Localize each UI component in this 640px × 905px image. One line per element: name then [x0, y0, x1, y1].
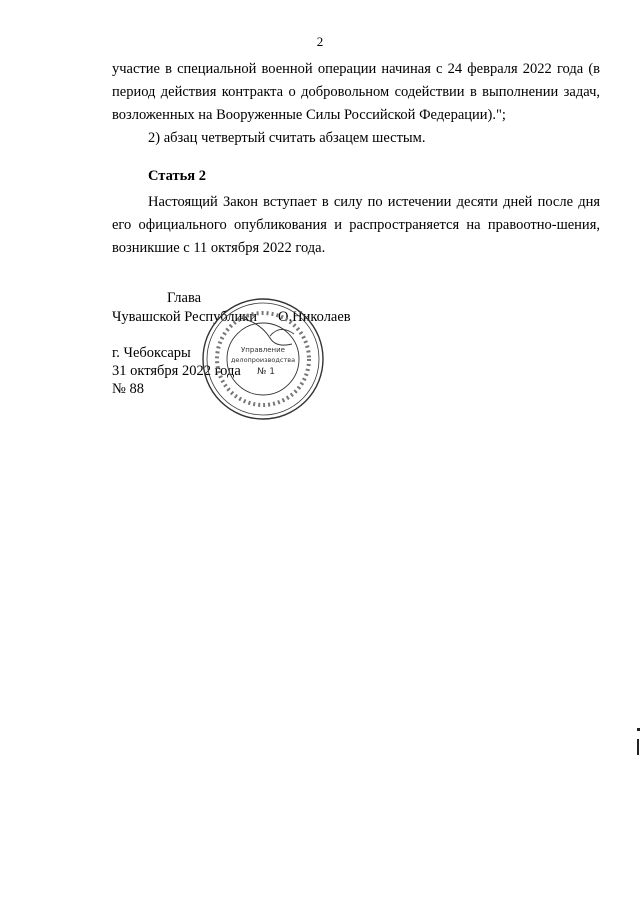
- signing-city: г. Чебоксары: [112, 345, 191, 361]
- law-number: № 88: [112, 381, 144, 397]
- page-number: 2: [316, 34, 324, 49]
- seal-inner-line1: Управление: [241, 346, 285, 354]
- amendment-text: [112, 58, 600, 150]
- paragraph-effective-date: Настоящий Закон вступает в силу по истечении десяти дней после дня его официального опубликования и распространяется на правоотно-шения, возникшие с 11 октября 2022 года.: [112, 194, 600, 256]
- official-seal: [200, 296, 326, 422]
- signature-title-line1: Глава: [167, 290, 202, 306]
- signing-date: 31 октября 2022 года: [112, 363, 241, 379]
- signature-stroke: [240, 318, 292, 345]
- paragraph-item-2: 2) абзац четвертый считать абзацем шестым.: [148, 130, 426, 146]
- article-2-text: [112, 191, 600, 260]
- seal-inner-line2: делопроизводства: [230, 356, 296, 364]
- paragraph-continuation: участие в специальной военной операции начиная с 24 февраля 2022 года (в период действия контракта о добровольном содействии в выполнении задач, возложенных на Вооруженные Силы Российской Федерации).";: [112, 61, 600, 123]
- signature-title-line2: Чувашской Республики: [112, 309, 258, 325]
- article-heading: Статья 2: [148, 168, 206, 184]
- signatory-name: О.Николаев: [278, 309, 351, 325]
- seal-inner-number: № 1: [257, 367, 275, 377]
